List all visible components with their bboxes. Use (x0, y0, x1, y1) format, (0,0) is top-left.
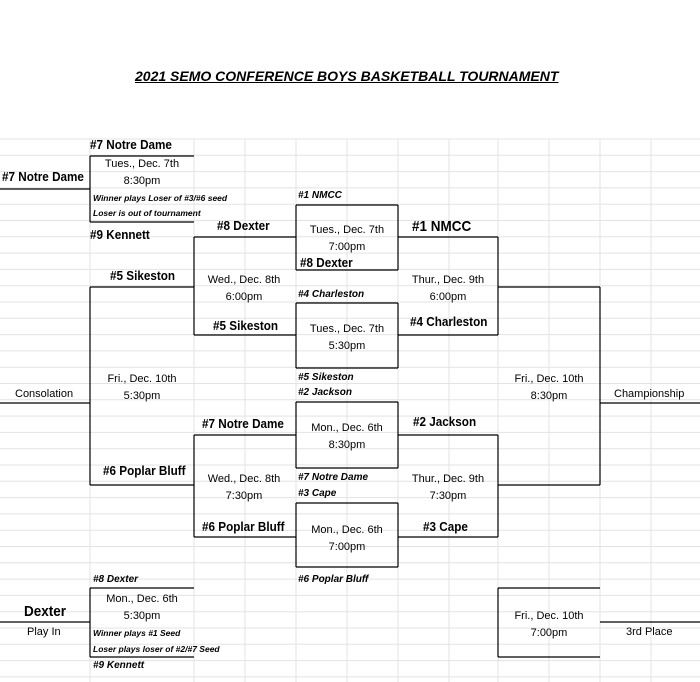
championship-date: Fri., Dec. 10th (514, 373, 584, 385)
qf3-date: Mon., Dec. 6th (311, 422, 383, 434)
qf2-date: Tues., Dec. 7th (309, 323, 385, 335)
third-place-date: Fri., Dec. 10th (514, 610, 584, 622)
qf1-team-bottom: #8 Dexter (300, 255, 353, 270)
consolation-team-top: #5 Sikeston (110, 268, 176, 283)
play-in-bottom-time: 5:30pm (123, 610, 161, 622)
play-in-bottom-team-top: #8 Dexter (93, 574, 139, 585)
sf2-date: Thur., Dec. 9th (411, 473, 485, 485)
qf3-time: 8:30pm (328, 439, 366, 451)
page-title: 2021 SEMO CONFERENCE BOYS BASKETBALL TOURNAMENT (135, 68, 559, 84)
play-in-bottom-note-1: Winner plays #1 Seed (93, 628, 181, 638)
sf1-time: 6:00pm (429, 291, 467, 303)
qf4-date: Mon., Dec. 6th (311, 524, 383, 536)
sf2-team-top: #2 Jackson (413, 414, 477, 429)
lr1-team-top: #8 Dexter (217, 218, 270, 233)
qf2-time: 5:30pm (328, 340, 366, 352)
championship-label: Championship (614, 388, 685, 400)
lr1-team-bottom: #5 Sikeston (213, 318, 279, 333)
third-place-time: 7:00pm (530, 627, 568, 639)
play-in-top-date: Tues., Dec. 7th (104, 158, 180, 170)
lr2-date: Wed., Dec. 8th (207, 473, 281, 485)
qf1-date: Tues., Dec. 7th (309, 224, 385, 236)
play-in-bottom-team-bottom: #9 Kennett (93, 660, 145, 671)
qf3-seed-bottom: #7 Notre Dame (298, 472, 369, 483)
consolation-time: 5:30pm (123, 390, 161, 402)
sf1-team-top: #1 NMCC (412, 218, 472, 235)
qf4-seed-bottom: #6 Poplar Bluff (298, 574, 369, 585)
lr2-time: 7:30pm (225, 490, 263, 502)
play-in-bottom-winner: Dexter (24, 603, 67, 620)
play-in-top-note-2: Loser is out of tournament (93, 208, 201, 218)
qf1-time: 7:00pm (328, 241, 366, 253)
championship-time: 8:30pm (530, 390, 568, 402)
lr2-team-bottom: #6 Poplar Bluff (202, 519, 285, 534)
lr1-time: 6:00pm (225, 291, 263, 303)
consolation-team-bottom: #6 Poplar Bluff (103, 463, 186, 478)
sf1-team-bottom: #4 Charleston (410, 314, 488, 329)
qf2-seed-bottom: #5 Sikeston (298, 372, 354, 383)
play-in-bottom-note-2: Loser plays loser of #2/#7 Seed (93, 644, 220, 654)
qf2-seed-top: #4 Charleston (298, 289, 365, 300)
qf4-seed-top: #3 Cape (298, 488, 337, 499)
play-in-top-winner: #7 Notre Dame (2, 169, 84, 184)
play-in-top-team-top: #7 Notre Dame (90, 137, 172, 152)
consolation-label: Consolation (15, 388, 74, 400)
play-in-top-note-1: Winner plays Loser of #3/#6 seed (93, 193, 228, 203)
lr1-date: Wed., Dec. 8th (207, 274, 281, 286)
sf2-team-bottom: #3 Cape (423, 519, 468, 534)
play-in-bottom-date: Mon., Dec. 6th (106, 593, 178, 605)
sf1-date: Thur., Dec. 9th (411, 274, 485, 286)
play-in-top-time: 8:30pm (123, 175, 161, 187)
consolation-date: Fri., Dec. 10th (107, 373, 177, 385)
play-in-top-team-bottom: #9 Kennett (90, 227, 150, 242)
qf3-seed-top: #2 Jackson (298, 387, 352, 398)
lr2-team-top: #7 Notre Dame (202, 416, 284, 431)
third-place-label: 3rd Place (626, 626, 673, 638)
sf2-time: 7:30pm (429, 490, 467, 502)
qf4-time: 7:00pm (328, 541, 366, 553)
qf1-seed-top: #1 NMCC (298, 190, 342, 201)
play-in-label: Play In (27, 626, 61, 638)
